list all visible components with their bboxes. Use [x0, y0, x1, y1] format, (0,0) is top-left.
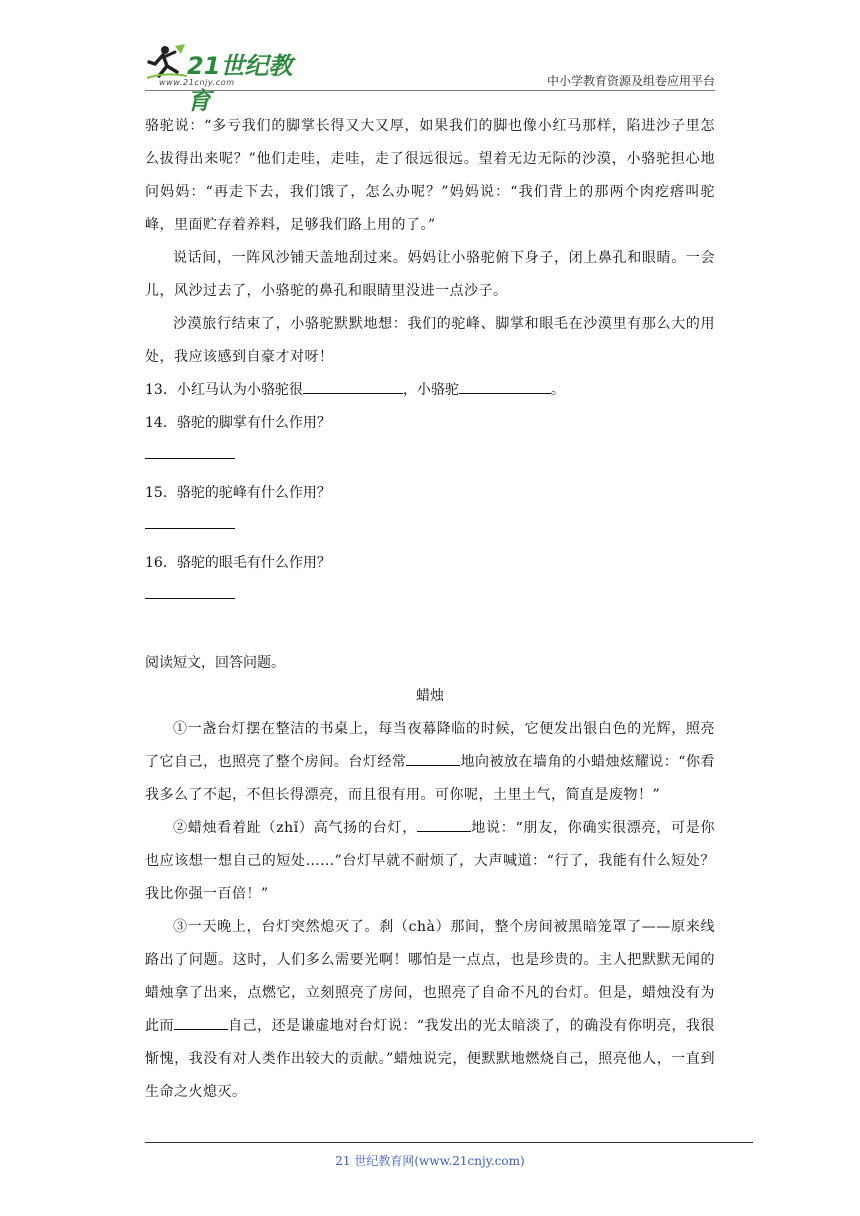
passage1-paragraph-1: 骆驼说：“多亏我们的脚掌长得又大又厚，如果我们的脚也像小红马那样，陷进沙子里怎么拔得出来呢？”他们走哇，走哇，走了很远很远。望着无边无际的沙漠，小骆驼担心地问妈妈：“再走下去，我们饿了，怎么办呢？”妈妈说：“我们背上的那两个肉疙瘩叫驼峰，里面贮存着养料，足够我们路上用的了。”: [145, 118, 715, 233]
logo-url: www.21cnjy.com: [159, 78, 235, 87]
question-15: 15．骆驼的驼峰有什么作用？: [145, 485, 331, 501]
question-13-part-a: 13．小红马认为小骆驼很: [145, 382, 303, 398]
footer-link[interactable]: 21 世纪教育网(www.21cnjy.com): [335, 1154, 525, 1168]
passage2-p1-part-a: ①一盏台灯摆在整洁的书桌上，每当夜幕降临的时候，它便发出银白色的光辉，照亮了它自己，也照亮了整个房间。台灯经常: [145, 721, 715, 770]
page-header: [145, 40, 715, 115]
logo-text: 21世纪教育: [187, 52, 293, 115]
site-logo[interactable]: [145, 40, 315, 115]
passage2-paragraph-1: [145, 713, 715, 812]
question-14: 14．骆驼的脚掌有什么作用？: [145, 415, 331, 431]
passage1-paragraph-3: 沙漠旅行结束了，小骆驼默默地想：我们的驼峰、脚掌和眼毛在沙漠里有那么大的用处，我应该感到自豪才对呀！: [145, 316, 715, 365]
passage2-title: 蜡烛: [416, 688, 444, 704]
question-13-part-b: ，小骆驼: [402, 382, 459, 398]
answer-line-15[interactable]: [145, 528, 235, 529]
passage1-paragraph-2: 说话间，一阵风沙铺天盖地刮过来。妈妈让小骆驼俯下身子，闭上鼻孔和眼睛。一会儿，风沙过去了，小骆驼的鼻孔和眼睛里没进一点沙子。: [145, 250, 715, 299]
question-16: 16．骆驼的眼毛有什么作用？: [145, 555, 331, 571]
passage2-p2-part-a: ②蜡烛看着趾（zhǐ）高气扬的台灯，: [173, 820, 417, 836]
question-13: [145, 374, 715, 407]
header-divider: [145, 90, 715, 91]
fill-blank-1[interactable]: [406, 751, 460, 766]
fill-blank-3[interactable]: [174, 1015, 228, 1030]
runner-icon: [145, 42, 189, 82]
answer-line-14[interactable]: [145, 458, 235, 459]
passage2-p3-part-a: ③一天晚上，台灯突然熄灭了。刹（chà）那间，整个房间被黑暗笼罩了——原来线路出了问题。这时，人们多么需要光啊！哪怕是一点点，也是珍贵的。主人把默默无闻的蜡烛拿了出来，点燃它，立刻照亮了房间，也照亮了自命不凡的台灯。但是，蜡烛没有为此而: [145, 919, 715, 1034]
passage2-paragraph-3: [145, 911, 715, 1109]
answer-line-16[interactable]: [145, 598, 235, 599]
section-spacer: [145, 617, 715, 647]
main-content: [145, 110, 715, 1109]
passage2-p2-part-b: 地说：“朋友，你确实很漂亮，可是你也应该想一想自己的短处……”台灯早就不耐烦了，大声喊道：“行了，我能有什么短处？我比你强一百倍！”: [145, 820, 716, 902]
reading-instruction: 阅读短文，回答问题。: [145, 655, 285, 671]
answer-blank-13a[interactable]: [303, 379, 403, 394]
fill-blank-2[interactable]: [417, 817, 471, 832]
passage2-p3-part-b: 自己，还是谦虚地对台灯说：“我发出的光太暗淡了，的确没有你明亮，我很惭愧，我没有对人类作出较大的贡献。”蜡烛说完，便默默地燃烧自己，照亮他人，一直到生命之火熄灭。: [145, 1018, 715, 1100]
passage2-p1-part-b: 地向被放在墙角的小蜡烛炫耀说：“你看我多么了不起，不但长得漂亮，而且很有用。可你呢，土里土气，简直是废物！”: [145, 754, 715, 803]
footer-divider: [145, 1142, 753, 1143]
answer-blank-13b[interactable]: [459, 379, 551, 394]
question-13-part-c: 。: [550, 382, 565, 398]
passage2-paragraph-2: [145, 812, 715, 911]
platform-name: 中小学教育资源及组卷应用平台: [546, 74, 715, 88]
